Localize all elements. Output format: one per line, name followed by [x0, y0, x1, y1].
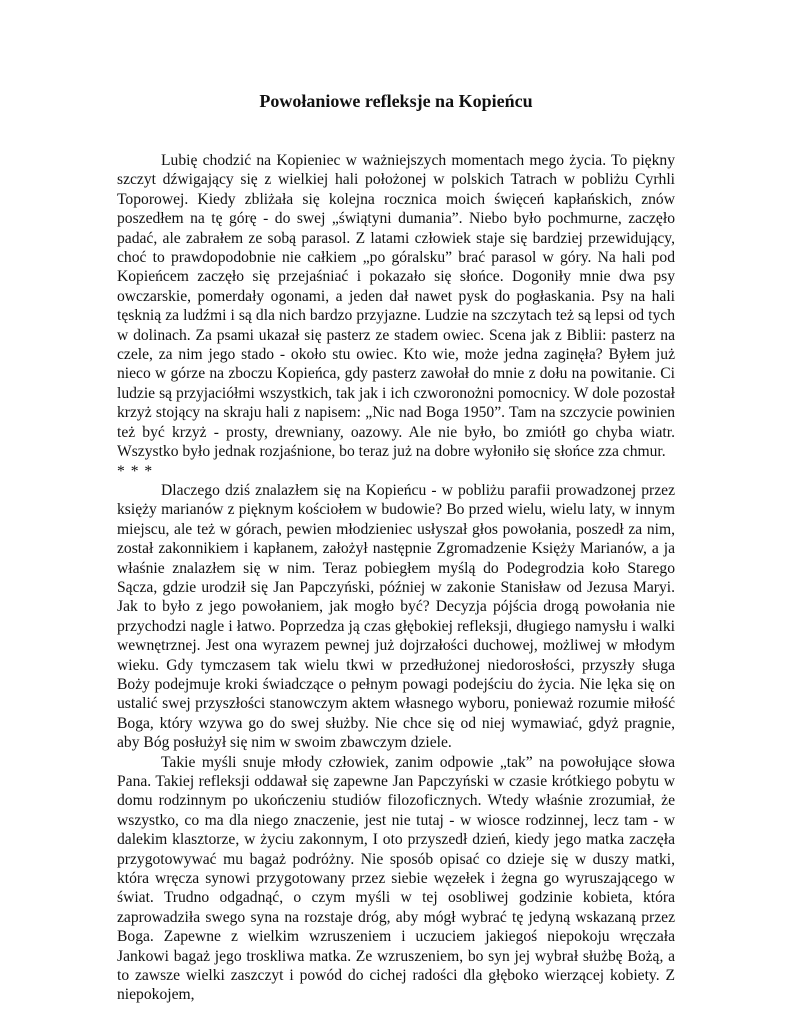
paragraph-3: Takie myśli snuje młody człowiek, zanim odpowie „tak” na powołujące słowa Pana. Takiej refleksji oddawał się zapewne Jan Papczyński w czasie krótkiego pobytu w domu rodzinnym po ukończeniu studiów filozoficznych. Wtedy właśnie zrozumiał, że wszystko, co ma dla niego znaczenie, jest nie tutaj - w wiosce rodzinnej, lecz tam - w dalekim klasztorze, w życiu zakonnym, I oto przyszedł dzień, kiedy jego matka zaczęła przygotowywać mu bagaż podróżny. Nie sposób opisać co dzieje się w duszy matki, która wręcza synowi przygotowany przez siebie węzełek i żegna go wyruszającego w świat. Trudno odgadnąć, o czym myśli w tej osobliwej godzinie kobieta, która zaprowadziła swego syna na rozstaje dróg, aby mógł wybrać tę jedyną wskazaną przez Boga. Zapewne z wielkim wzruszeniem i uczuciem jakiegoś niepokoju wręczała Jankowi bagaż jego troskliwa matka. Ze wzruszeniem, bo syn jej wybrał służbę Bożą, a to zawsze wielki zaszczyt i powód do cichej radości dla głęboko wierzącej kobiety. Z niepokojem,: [117, 753, 675, 1004]
document-title: Powołaniowe refleksje na Kopieńcu: [259, 91, 533, 111]
paragraph-1: Lubię chodzić na Kopieniec w ważniejszych momentach mego życia. To piękny szczyt dźwigający się z wielkiej hali położonej w polskich Tatrach w pobliżu Cyrhli Toporowej. Kiedy zbliżała się kolejna rocznica moich święceń kapłańskich, znów poszedłem na tę górę - do swej „świątyni dumania”. Niebo było pochmurne, zaczęło padać, ale zabrałem ze sobą parasol. Z latami człowiek staje się bardziej przewidujący, choć to prawdopodobnie nie całkiem „po góralsku” brać parasol w góry. Na hali pod Kopieńcem zaczęło się przejaśniać i pokazało się słońce. Dogoniły mnie dwa psy owczarskie, pomerdały ogonami, a jeden dał nawet pysk do pogłaskania. Psy na hali tęsknią za ludźmi i są dla nich bardzo przyjazne. Ludzie na szczytach też są lepsi od tych w dolinach. Za psami ukazał się pasterz ze stadem owiec. Scena jak z Biblii: pasterz na czele, za nim jego stado - około stu owiec. Kto wie, może jedna zaginęła? Byłem już nieco w górze na zboczu Kopieńca, gdy pasterz zawołał do mnie z dołu na powitanie. Ci ludzie są przyjaciółmi wszystkich, tak jak i ich czworonożni pomocnicy. W dole pozostał krzyż stojący na skraju hali z napisem: „Nic nad Boga 1950”. Tam na szczycie powinien też być krzyż - prosty, drewniany, oazowy. Ale nie było, bo zmiótł go chyba wiatr. Wszystko było jednak rozjaśnione, bo teraz już na dobre wyłoniło się słońce zza chmur.: [117, 152, 675, 461]
document-body: [117, 151, 675, 1005]
document-page: [117, 0, 675, 1024]
section-separator: * * *: [117, 462, 154, 480]
paragraph-2: Dlaczego dziś znalazłem się na Kopieńcu - w pobliżu parafii prowadzonej przez księży marianów z pięknym kościołem w budowie? Bo przed wielu, wielu laty, w innym miejscu, ale też w górach, pewien młodzieniec usłyszał głos powołania, poszedł za nim, został zakonnikiem i kapłanem, założył następnie Zgromadzenie Księży Marianów, a ja właśnie znalazłem się w nim. Teraz pobiegłem myślą do Podegrodzia koło Starego Sącza, gdzie urodził się Jan Papczyński, później w zakonie Stanisław od Jezusa Maryi. Jak to było z jego powołaniem, jak mogło być? Decyzja pójścia drogą powołania nie przychodzi nagle i łatwo. Poprzedza ją czas głębokiej refleksji, długiego namysłu i walki wewnętrznej. Jest ona wyrazem pewnej już dojrzałości duchowej, możliwej w młodym wieku. Gdy tymczasem tak wielu tkwi w przedłużonej niedorosłości, przyszły sługa Boży podejmuje kroki świadczące o pełnym powagi podejściu do życia. Nie lęka się on ustalić swej przyszłości stanowczym aktem własnego wyboru, ponieważ rozumie miłość Boga, który wzywa go do swej służby. Nie chce się od niej wymawiać, gdyż pragnie, aby Bóg posłużył się nim w swoim zbawczym dziele.: [117, 481, 675, 752]
